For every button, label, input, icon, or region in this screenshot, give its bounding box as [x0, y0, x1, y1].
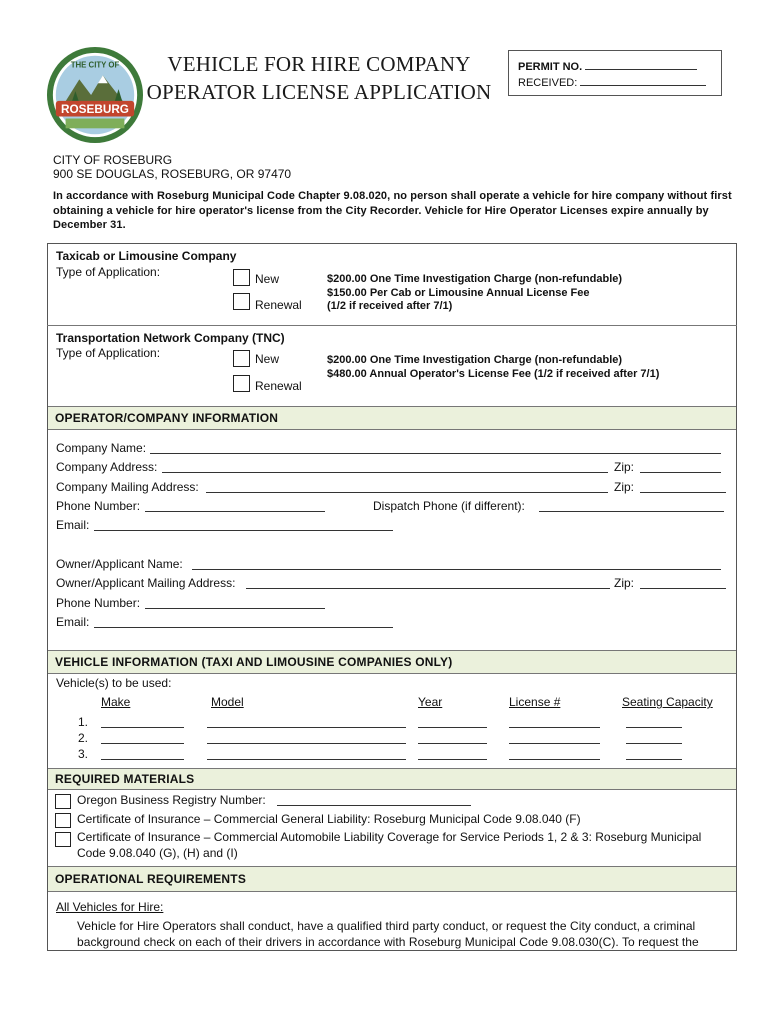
form-title [146, 50, 492, 106]
vehicle-3-license-field[interactable] [509, 759, 600, 760]
permit-no-field[interactable] [585, 59, 697, 70]
col-seating: Seating Capacity [622, 695, 713, 709]
owner-email-field[interactable] [94, 627, 393, 628]
tnc-renewal-label: Renewal [255, 379, 302, 393]
col-model: Model [211, 695, 244, 709]
tnc-fee-annual: $480.00 Annual Operator's License Fee (1/2 if received after 7/1) [327, 368, 660, 380]
taxi-type-label: Type of Application: [56, 265, 161, 279]
vehicle-2-seating-field[interactable] [626, 743, 682, 744]
section-required-heading: REQUIRED MATERIALS [48, 768, 736, 790]
general-liability-checkbox[interactable] [55, 813, 71, 828]
taxi-fee-annual: $150.00 Per Cab or Limousine Annual License Fee [327, 286, 590, 299]
business-registry-field[interactable] [277, 805, 471, 806]
company-mailing-field[interactable] [206, 492, 608, 493]
taxi-heading: Taxicab or Limousine Company [56, 249, 237, 263]
vehicle-3-seating-field[interactable] [626, 759, 682, 760]
seal-top-text: THE CITY OF [70, 60, 120, 70]
taxi-renewal-checkbox[interactable] [233, 293, 250, 310]
vehicle-row-number: 1. [78, 715, 89, 729]
background-check-line2: background check on each of their drivers in accordance with Roseburg Municipal Code 9.08.030(C). To request the [77, 935, 699, 949]
auto-liability-label-line2: Code 9.08.040 (G), (H) and (I) [77, 846, 238, 860]
vehicle-2-year-field[interactable] [418, 743, 487, 744]
vehicle-1-seating-field[interactable] [626, 727, 682, 728]
auto-liability-checkbox[interactable] [55, 832, 71, 847]
vehicle-1-license-field[interactable] [509, 727, 600, 728]
vehicle-1-year-field[interactable] [418, 727, 487, 728]
received-label: RECEIVED: [518, 77, 578, 89]
permit-no-label: PERMIT NO. [518, 61, 583, 73]
taxi-new-checkbox[interactable] [233, 269, 250, 286]
tnc-new-checkbox[interactable] [233, 350, 250, 367]
taxi-fee-investigation: $200.00 One Time Investigation Charge (non-refundable) [327, 273, 623, 285]
vehicles-used-label: Vehicle(s) to be used: [56, 676, 172, 690]
section-operational-heading: OPERATIONAL REQUIREMENTS [48, 866, 736, 892]
permit-box [508, 50, 722, 96]
section-operator-heading: OPERATOR/COMPANY INFORMATION [48, 406, 736, 430]
col-year: Year [418, 695, 443, 709]
company-zip-label: Zip: [614, 460, 635, 474]
background-check-line1: Vehicle for Hire Operators shall conduct, have a qualified third party conduct, or request the City conduct, a criminal [77, 919, 696, 933]
owner-name-label: Owner/Applicant Name: [56, 557, 183, 571]
company-name-field[interactable] [150, 453, 721, 454]
form-title-line1: VEHICLE FOR HIRE COMPANY [167, 52, 471, 76]
col-license: License # [509, 695, 561, 709]
vehicle-3-model-field[interactable] [207, 759, 406, 760]
tnc-fee-investigation: $200.00 One Time Investigation Charge (non-refundable) [327, 354, 623, 366]
owner-phone-label: Phone Number: [56, 596, 141, 610]
company-address-field[interactable] [162, 472, 608, 473]
company-address-label: Company Address: [56, 460, 158, 474]
vehicle-3-year-field[interactable] [418, 759, 487, 760]
owner-phone-field[interactable] [145, 608, 325, 609]
col-make: Make [101, 695, 131, 709]
taxi-renewal-label: Renewal [255, 298, 302, 312]
city-street: 900 SE DOUGLAS, ROSEBURG, OR 97470 [53, 167, 292, 181]
auto-liability-label-line1: Certificate of Insurance – Commercial Automobile Liability Coverage for Service Periods 1, 2 & 3: Roseburg Municipal [77, 830, 702, 844]
all-vehicles-subheading: All Vehicles for Hire: [56, 900, 164, 914]
city-name: CITY OF ROSEBURG [53, 153, 173, 167]
company-email-label: Email: [56, 518, 90, 532]
divider [47, 325, 737, 326]
owner-mailing-field[interactable] [246, 588, 610, 589]
company-email-field[interactable] [94, 530, 393, 531]
vehicle-1-make-field[interactable] [101, 727, 184, 728]
business-registry-label: Oregon Business Registry Number: [77, 793, 266, 807]
company-zip-field[interactable] [640, 472, 721, 473]
received-field[interactable] [580, 75, 706, 86]
tnc-heading: Transportation Network Company (TNC) [56, 331, 285, 345]
form-title-line2: OPERATOR LICENSE APPLICATION [146, 80, 492, 104]
owner-name-field[interactable] [192, 569, 721, 570]
city-address [53, 153, 291, 181]
owner-mailing-label: Owner/Applicant Mailing Address: [56, 576, 236, 590]
dispatch-phone-field[interactable] [539, 511, 724, 512]
company-phone-label: Phone Number: [56, 499, 141, 513]
owner-zip-label: Zip: [614, 576, 635, 590]
company-mailing-label: Company Mailing Address: [56, 480, 199, 494]
vehicle-row-number: 3. [78, 747, 89, 761]
vehicle-2-make-field[interactable] [101, 743, 184, 744]
business-registry-checkbox[interactable] [55, 794, 71, 809]
owner-zip-field[interactable] [640, 588, 726, 589]
owner-email-label: Email: [56, 615, 90, 629]
company-mailing-zip-field[interactable] [640, 492, 726, 493]
taxi-fee-note: (1/2 if received after 7/1) [327, 300, 453, 312]
seal-name-text: ROSEBURG [61, 103, 129, 117]
intro-paragraph: In accordance with Roseburg Municipal Code Chapter 9.08.020, no person shall operate a vehicle for hire company without first obtaining a vehicle for hire operator's license from the City Recorder. Vehicle for Hire Operator Licenses expire annually by December 31. [53, 190, 732, 231]
vehicle-3-make-field[interactable] [101, 759, 184, 760]
tnc-new-label: New [255, 352, 280, 366]
dispatch-phone-label: Dispatch Phone (if different): [373, 499, 525, 513]
vehicle-1-model-field[interactable] [207, 727, 406, 728]
vehicle-row-number: 2. [78, 731, 89, 745]
company-mailing-zip-label: Zip: [614, 480, 635, 494]
city-seal-logo [46, 46, 144, 144]
section-vehicle-heading: VEHICLE INFORMATION (TAXI AND LIMOUSINE COMPANIES ONLY) [48, 650, 736, 674]
company-name-label: Company Name: [56, 441, 147, 455]
tnc-type-label: Type of Application: [56, 346, 161, 360]
tnc-renewal-checkbox[interactable] [233, 375, 250, 392]
vehicle-2-license-field[interactable] [509, 743, 600, 744]
company-phone-field[interactable] [145, 511, 325, 512]
taxi-new-label: New [255, 272, 280, 286]
general-liability-label: Certificate of Insurance – Commercial General Liability: Roseburg Municipal Code 9.08.040 (F) [77, 812, 581, 826]
seal-ground [66, 119, 125, 129]
vehicle-2-model-field[interactable] [207, 743, 406, 744]
